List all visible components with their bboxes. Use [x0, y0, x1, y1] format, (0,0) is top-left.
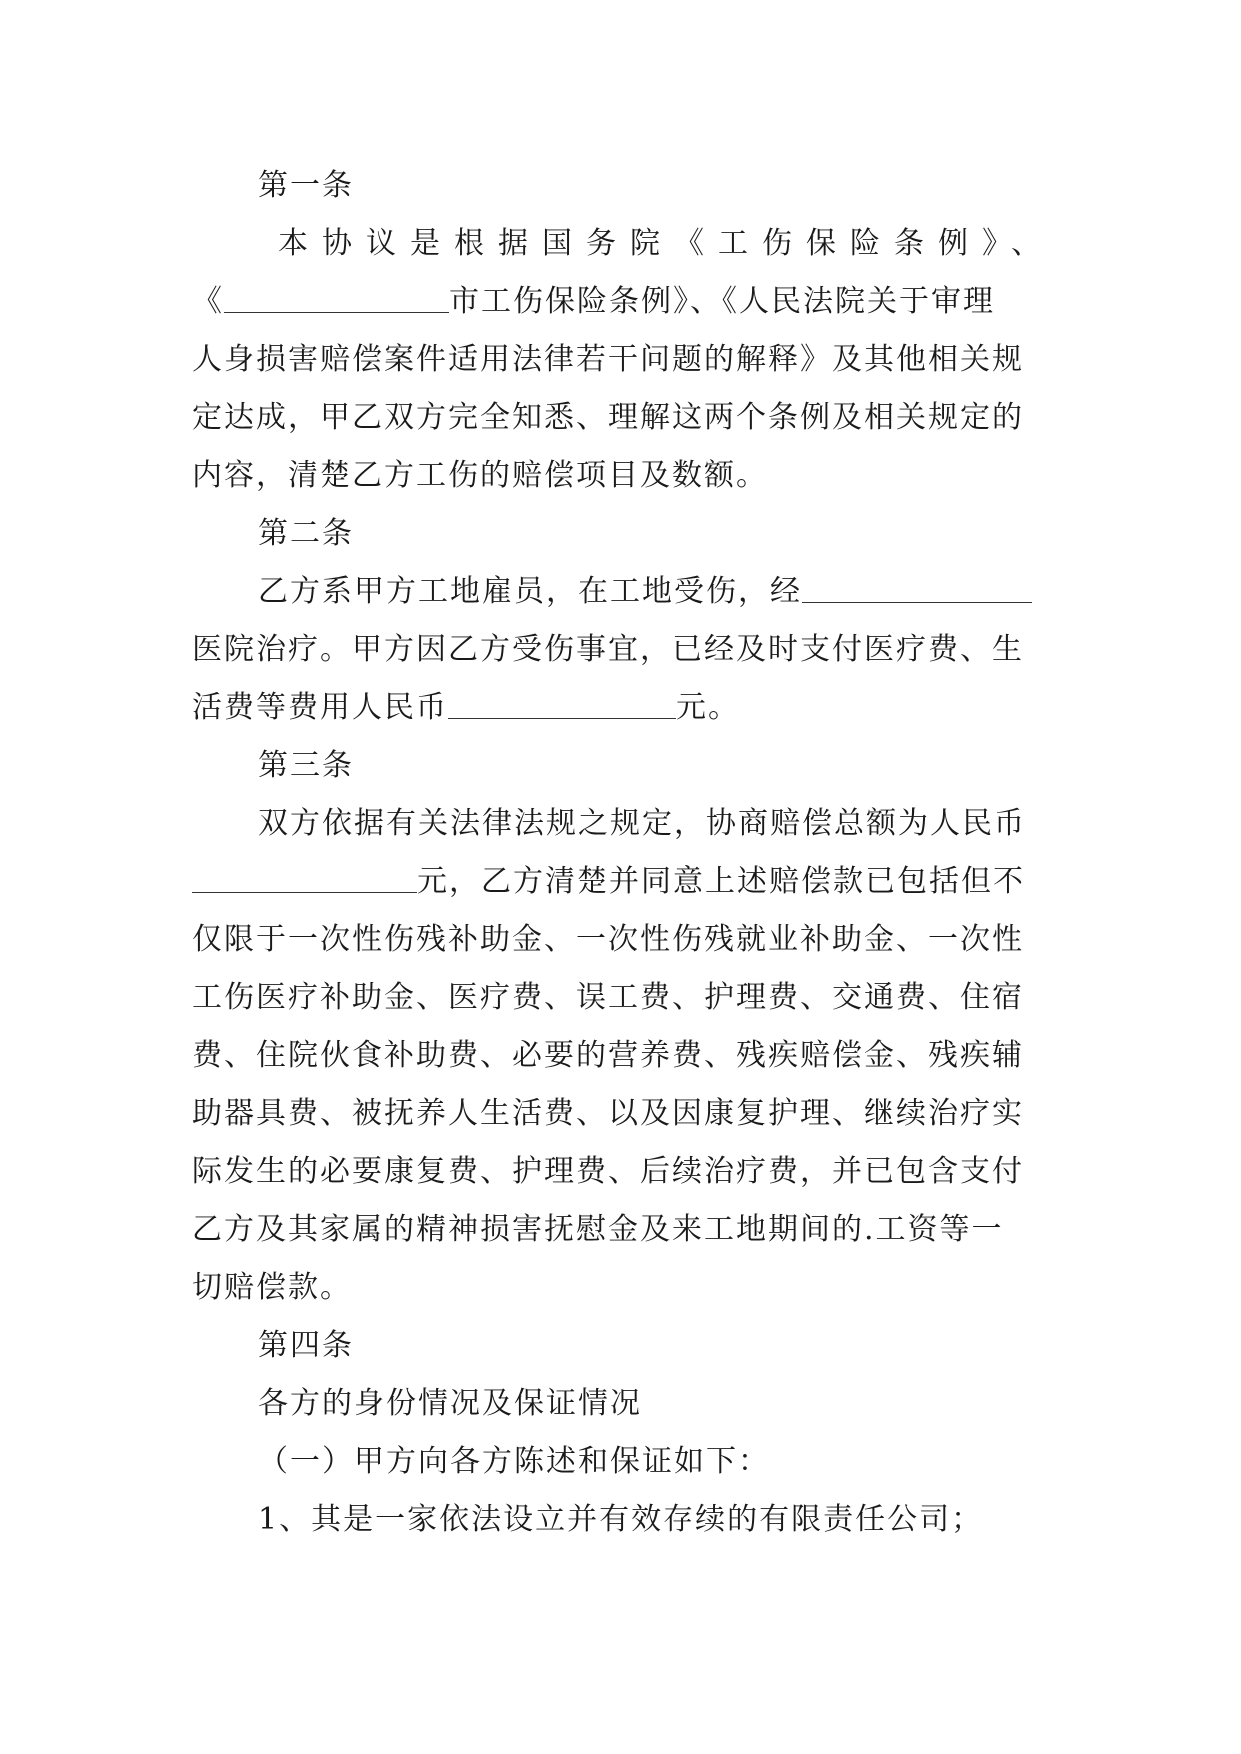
- article-2-line-3-text: 活费等费用人民币: [192, 690, 448, 725]
- article-1-line-1: 本协议是根据国务院《工伤保险条例》、: [278, 226, 1055, 261]
- article-2-heading: 第二条: [258, 516, 354, 551]
- article-3-line-7: 际发生的必要康复费、护理费、后续治疗费，并已包含支付: [192, 1154, 1024, 1189]
- article-4-heading: 第四条: [258, 1328, 354, 1363]
- total-compensation-blank[interactable]: [192, 862, 417, 893]
- article-3-line-9: 切赔偿款。: [192, 1270, 352, 1305]
- article-2-line-1-text: 乙方系甲方工地雇员，在工地受伤，经: [258, 574, 802, 609]
- article-4-line-1: 各方的身份情况及保证情况: [258, 1386, 642, 1421]
- article-2-line-3: [192, 688, 740, 728]
- article-1-line-2: [192, 282, 995, 322]
- article-2-line-3-unit: 元。: [676, 690, 740, 725]
- article-4-line-3: 1、其是一家依法设立并有效存续的有限责任公司；: [258, 1502, 984, 1537]
- article-1-line-5: 内容，清楚乙方工伤的赔偿项目及数额。: [192, 458, 768, 493]
- article-1-line-3: 人身损害赔偿案件适用法律若干问题的解释》及其他相关规: [192, 342, 1024, 377]
- article-3-line-2: [192, 862, 1025, 902]
- hospital-name-blank[interactable]: [802, 572, 1032, 603]
- article-4-line-2: （一）甲方向各方陈述和保证如下：: [258, 1444, 770, 1479]
- article-3-line-4: 工伤医疗补助金、医疗费、误工费、护理费、交通费、住宿: [192, 980, 1024, 1015]
- article-2-line-1: [258, 572, 1032, 612]
- article-1-line-2-open: 《: [192, 284, 224, 319]
- article-1-line-2-rest: 市工伤保险条例》、《人民法院关于审理: [449, 284, 995, 319]
- article-1-heading: 第一条: [258, 168, 354, 203]
- article-3-line-3: 仅限于一次性伤残补助金、一次性伤残就业补助金、一次性: [192, 922, 1024, 957]
- article-1-line-4: 定达成，甲乙双方完全知悉、理解这两个条例及相关规定的: [192, 400, 1024, 435]
- article-3-line-6: 助器具费、被抚养人生活费、以及因康复护理、继续治疗实: [192, 1096, 1024, 1131]
- paid-amount-blank[interactable]: [448, 688, 676, 719]
- article-3-line-2-text: 元，乙方清楚并同意上述赔偿款已包括但不: [417, 864, 1025, 899]
- article-3-line-1: 双方依据有关法律法规之规定，协商赔偿总额为人民币: [258, 806, 1026, 841]
- article-3-line-8: 乙方及其家属的精神损害抚慰金及来工地期间的.工资等一: [192, 1212, 1004, 1247]
- article-2-line-2: 医院治疗。甲方因乙方受伤事宜，已经及时支付医疗费、生: [192, 632, 1024, 667]
- article-3-heading: 第三条: [258, 748, 354, 783]
- city-name-blank[interactable]: [224, 282, 449, 313]
- article-3-line-5: 费、住院伙食补助费、必要的营养费、残疾赔偿金、残疾辅: [192, 1038, 1024, 1073]
